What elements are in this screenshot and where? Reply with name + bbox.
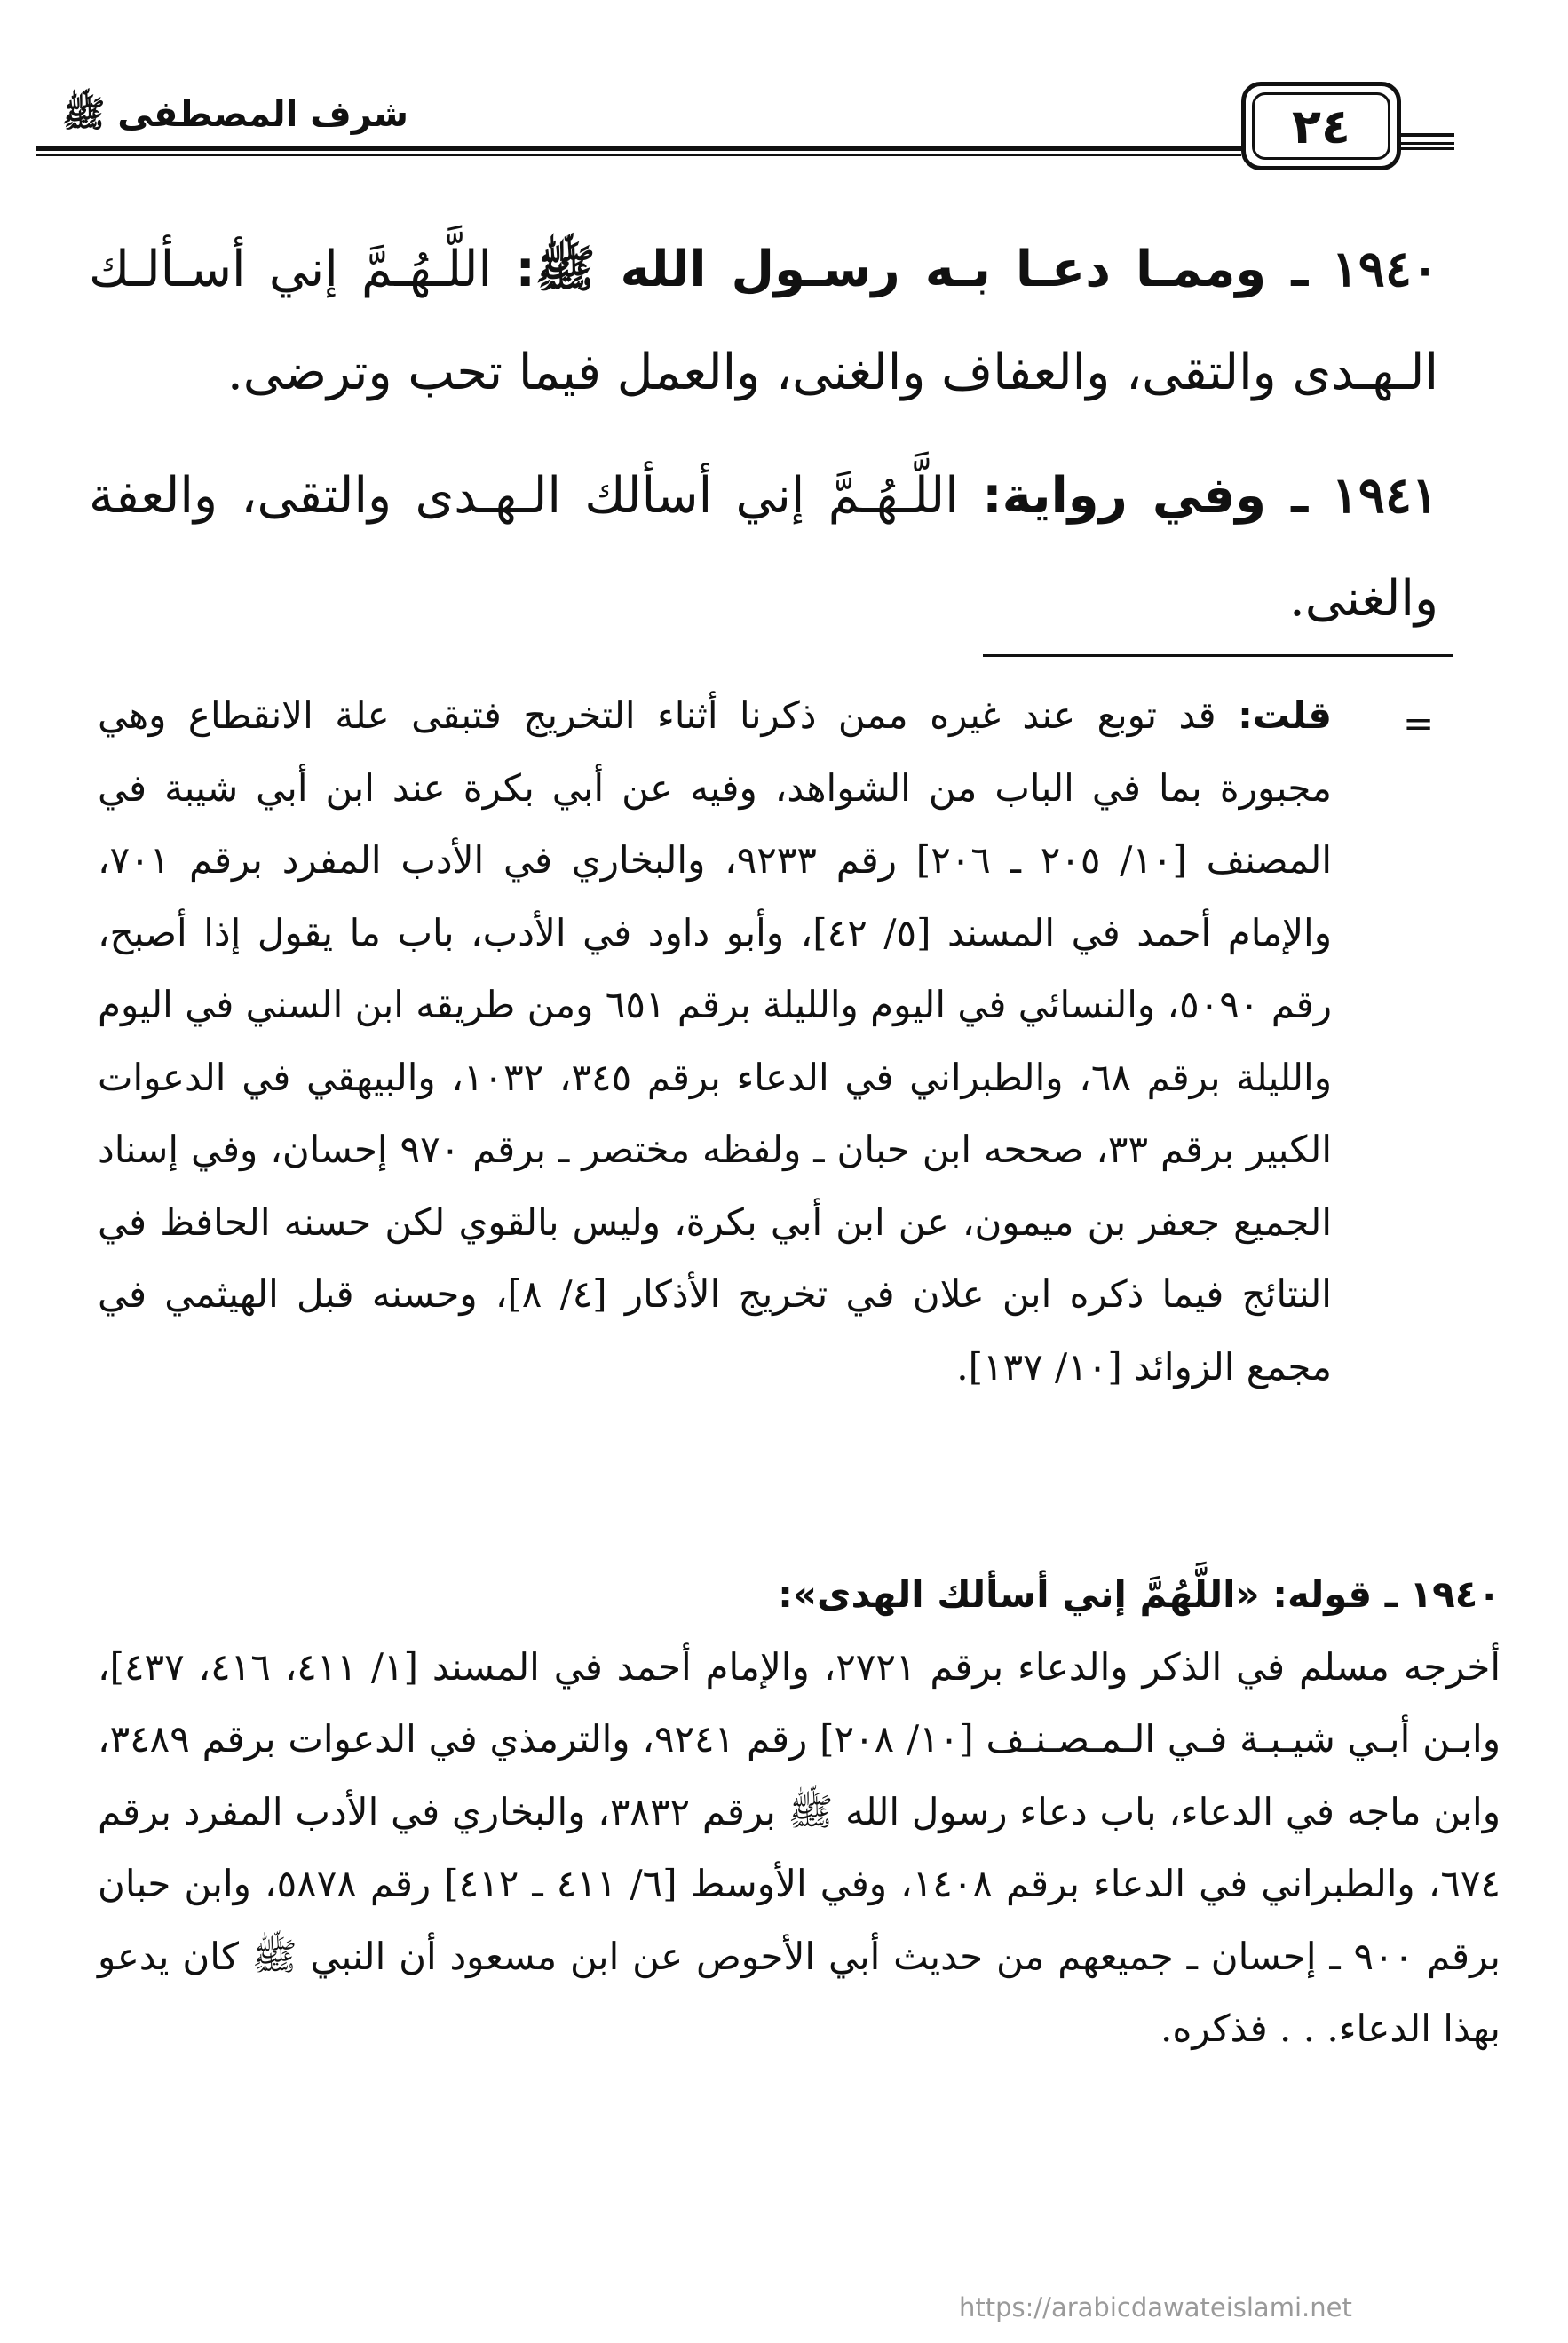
page-number-frame [1241, 82, 1401, 170]
hadith-1941 [89, 444, 1438, 651]
continuation-mark: = [1403, 701, 1435, 745]
hadith-number: ١٩٤١ [1331, 466, 1438, 525]
header-rule-right-3 [1401, 147, 1454, 150]
hadith-lead: ـ وممـا دعـا بـه رسـول الله ﷺ: [515, 241, 1309, 298]
footnote-text: أخرجه مسلم في الذكر والدعاء برقم ٢٧٢١، والإمام أحمد في المسند [١/ ٤١١، ٤١٦، ٤٣٧]، وابـن أبـي شيـبـة فـي الـمـصـنـف [١٠/ ٢٠٨] رقم ٩٢٤١، والترمذي في الدعوات برقم ٣٤٨٩، وابن ماجه في الدعاء، باب دعاء رسول الله ﷺ برقم ٣٨٣٢، والبخاري في الأدب المفرد برقم ٦٧٤، والطبراني في الدعاء برقم ١٤٠٨، وفي الأوسط [٦/ ٤١١ ـ ٤١٢] رقم ٥٨٧٨، وابن حبان برقم ٩٠٠ ـ إحسان ـ جميعهم من حديث أبي الأحوص عن ابن مسعود أن النبي ﷺ كان يدعو بهذا الدعاء. . . فذكره. [98, 1644, 1501, 2050]
page-number: ٢٤ [1252, 92, 1390, 160]
header-rule-right [1401, 133, 1454, 137]
hadith-text: اللَّـهُـمَّ إني أسألك الـهـدى والتقى، والعفة والغنى. [89, 467, 1438, 628]
footnote-1940-body [98, 1558, 1501, 2065]
header-rule-thin [36, 154, 1241, 156]
qult-label: قلت: [1238, 693, 1332, 737]
watermark-url: https://arabicdawateislami.net [959, 2292, 1352, 2323]
qult-text: قد توبع عند غيره ممن ذكرنا أثناء التخريج فتبقى علة الانقطاع وهي مجبورة بما في الباب من الشواهد، وفيه عن أبي بكرة عند ابن أبي شيبة في المصنف [١٠/ ٢٠٥ ـ ٢٠٦] رقم ٩٢٣٣، والبخاري في الأدب المفرد برقم ٧٠١، والإمام أحمد في المسند [٥/ ٤٢]، وأبو داود في الأدب، باب ما يقول إذا أصبح، رقم ٥٠٩٠، والنسائي في اليوم والليلة برقم ٦٥١ ومن طريقه ابن السني في اليوم والليلة برقم ٦٨، والطبراني في الدعاء برقم ٣٤٥، ١٠٣٢، والبيهقي في الدعوات الكبير برقم ٣٣، صححه ابن حبان ـ ولفظه مختصر ـ برقم ٩٧٠ إحسان، وفي إسناد الجميع جعفر بن ميمون، عن ابن أبي بكرة، وليس بالقوي لكن حسنه الحافظ في النتائج فيما ذكره ابن علان في تخريج الأذكار [٤/ ٨]، وحسنه قبل الهيثمي في مجمع الزوائد [١٠/ ١٣٧]. [98, 693, 1333, 1389]
footnote-number: ١٩٤٠ [1409, 1572, 1501, 1616]
footnote-separator [983, 654, 1453, 657]
hadith-number: ١٩٤٠ [1331, 240, 1439, 298]
footnote-1940 [98, 1558, 1501, 2065]
running-title: شرف المصطفى ﷺ [61, 94, 408, 135]
footnotes [98, 679, 1332, 1403]
footnote-qult [98, 679, 1332, 1403]
header-rule-right-2 [1401, 142, 1454, 145]
hadith-text: اللَّـهُـمَّ إني أسـألـك الـهـدى والتقى، والعفاف والغنى، والعمل فيما تحب وترضى. [89, 241, 1438, 401]
main-text [89, 218, 1438, 651]
footnote-label: ـ قوله: «اللَّهُمَّ إني أسألك الهدى»: [778, 1572, 1398, 1616]
hadith-lead: ـ وفي رواية: [982, 467, 1309, 525]
hadith-1940 [89, 218, 1438, 424]
header-rule [36, 146, 1241, 151]
